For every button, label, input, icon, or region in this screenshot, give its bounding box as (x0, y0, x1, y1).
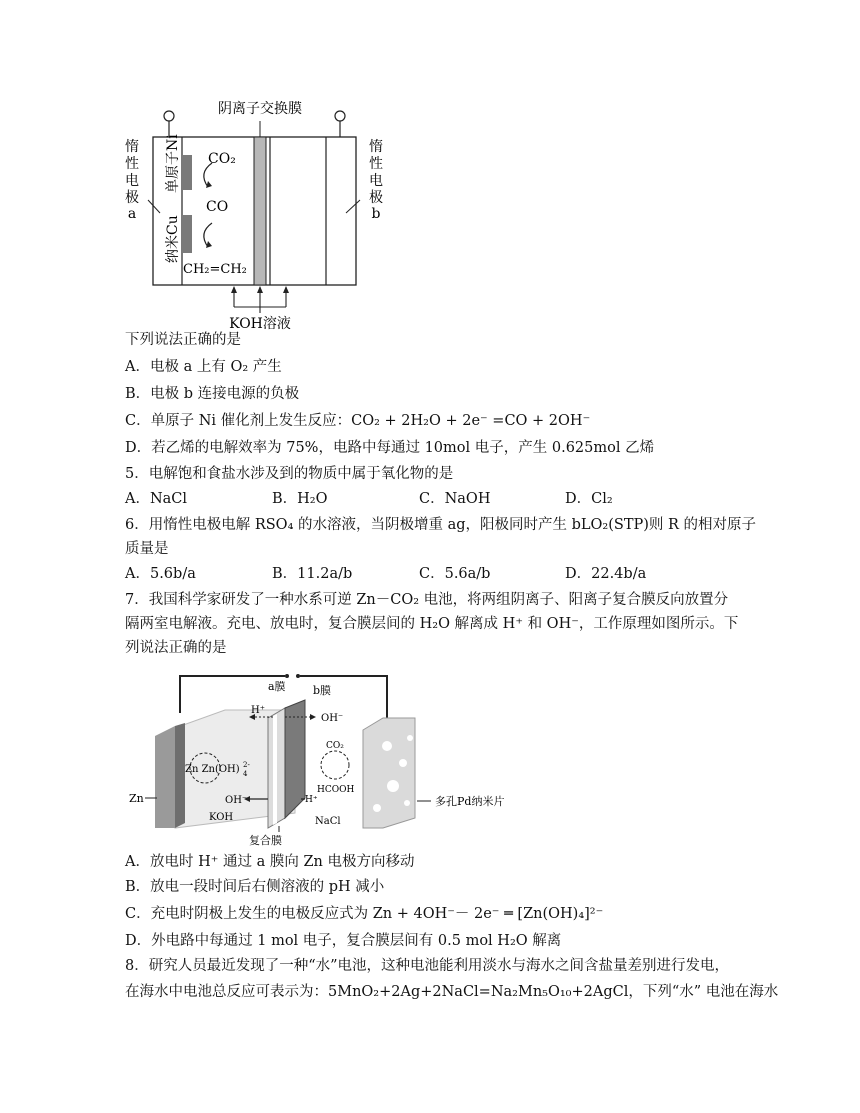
q5-option-b: B．H₂O (272, 491, 328, 507)
hcooh-label: HCOOH (317, 785, 355, 795)
q4-option-b: B．电极 b 连接电源的负极 (125, 386, 300, 402)
electrode-a-char-1: 惰 (125, 139, 139, 155)
koh-solution-label: KOH溶液 (229, 316, 291, 332)
oh-left-label: OH⁻ (225, 795, 248, 806)
q7-stem-line3: 列说法正确的是 (125, 640, 227, 656)
electrode-b-char-4: 极 (369, 190, 383, 206)
q5-option-d: D．Cl₂ (565, 491, 613, 507)
q7-stem-line1: 7．我国科学家研发了一种水系可逆 Zn－CO₂ 电池，将两组阴离子、阳离子复合膜反向放置分 (125, 592, 729, 608)
q7-stem-line2: 隔两室电解液。充电、放电时，复合膜层间的 H₂O 解离成 H⁺ 和 OH⁻，工作原理如图所示。下 (125, 616, 739, 632)
q6-stem-line2: 质量是 (125, 541, 169, 557)
electrode-a-char-2: 性 (125, 156, 139, 172)
q7-option-b: B．放电一段时间后右侧溶液的 pH 减小 (125, 879, 385, 895)
q8-stem-line1: 8．研究人员最近发现了一种“水”电池，这种电池能利用淡水与海水之间含盐量差别进行发电， (125, 958, 730, 974)
zn-cycle-subscript: 4 (243, 770, 248, 778)
co-label: CO (206, 199, 229, 215)
q4-option-a: A．电极 a 上有 O₂ 产生 (125, 359, 282, 375)
q5-option-c: C．NaOH (419, 491, 491, 507)
ethylene-label: CH₂=CH₂ (183, 262, 247, 277)
q4-stem: 下列说法正确的是 (125, 332, 241, 348)
q4-option-c: C．单原子 Ni 催化剂上发生反应：CO₂ + 2H₂O + 2e⁻ =CO + 2OH⁻ (125, 413, 591, 429)
zn-co2-battery-diagram (125, 668, 545, 852)
zn-label: Zn (129, 792, 144, 805)
q6-option-d: D．22.4b/a (565, 566, 647, 582)
co2-label: CO₂ (326, 741, 344, 751)
pd-nanosheet-label: 多孔Pd纳米片 (435, 795, 505, 808)
q5-option-a: A．NaCl (125, 491, 188, 507)
electrode-b-char-5: b (371, 206, 381, 222)
q6-stem-line1: 6．用惰性电极电解 RSO₄ 的水溶液，当阴极增重 ag，阳极同时产生 bLO₂(STP)则 R 的相对原子 (125, 517, 757, 533)
membrane-label: 阴离子交换膜 (218, 101, 302, 117)
nacl-label: NaCl (315, 816, 341, 827)
co2-label: CO₂ (208, 151, 236, 167)
q5-stem: 5．电解饱和食盐水涉及到的物质中属于氧化物的是 (125, 466, 454, 482)
a-membrane-label: a膜 (268, 680, 286, 693)
b-membrane-label: b膜 (313, 684, 332, 697)
zn-cycle-charge: 2- (243, 761, 250, 769)
cu-catalyst-label: 纳米Cu (165, 215, 181, 263)
q7-option-d: D．外电路中每通过 1 mol 电子，复合膜层间有 0.5 mol H₂O 解离 (125, 933, 562, 949)
h-plus-top-label: H⁺ (251, 705, 265, 716)
q6-option-b: B．11.2a/b (272, 566, 353, 582)
q4-option-d: D．若乙烯的电解效率为 75%，电路中每通过 10mol 电子，产生 0.625mol 乙烯 (125, 440, 655, 456)
composite-membrane-label: 复合膜 (249, 834, 282, 847)
koh-label: KOH (209, 812, 234, 823)
electrode-b-char-1: 惰 (369, 139, 383, 155)
electrode-b-char-2: 性 (369, 156, 383, 172)
electrode-a-char-4: 极 (125, 190, 139, 206)
oh-top-label: OH⁻ (321, 713, 344, 724)
electrode-a-char-5: a (127, 206, 137, 222)
electrode-b-char-3: 电 (369, 173, 383, 189)
zn-cycle-label: Zn Zn(OH) (185, 764, 240, 775)
q8-stem-line2: 在海水中电池总反应可表示为：5MnO₂+2Ag+2NaCl=Na₂Mn₅O₁₀+2AgCl，下列“水” 电池在海水 (125, 984, 779, 1000)
q7-option-c: C．充电时阴极上发生的电极反应式为 Zn + 4OH⁻－ 2e⁻ ═ [Zn(OH)₄]²⁻ (125, 906, 604, 922)
q6-option-c: C．5.6a/b (419, 566, 491, 582)
electrode-a-char-3: 电 (125, 173, 139, 189)
q6-option-a: A．5.6b/a (125, 566, 196, 582)
ni-catalyst-label: 单原子Ni (165, 134, 181, 193)
q7-option-a: A．放电时 H⁺ 通过 a 膜向 Zn 电极方向移动 (125, 854, 415, 870)
h-plus-right-label: H⁺ (305, 795, 318, 805)
electrolysis-diagram (120, 95, 420, 339)
